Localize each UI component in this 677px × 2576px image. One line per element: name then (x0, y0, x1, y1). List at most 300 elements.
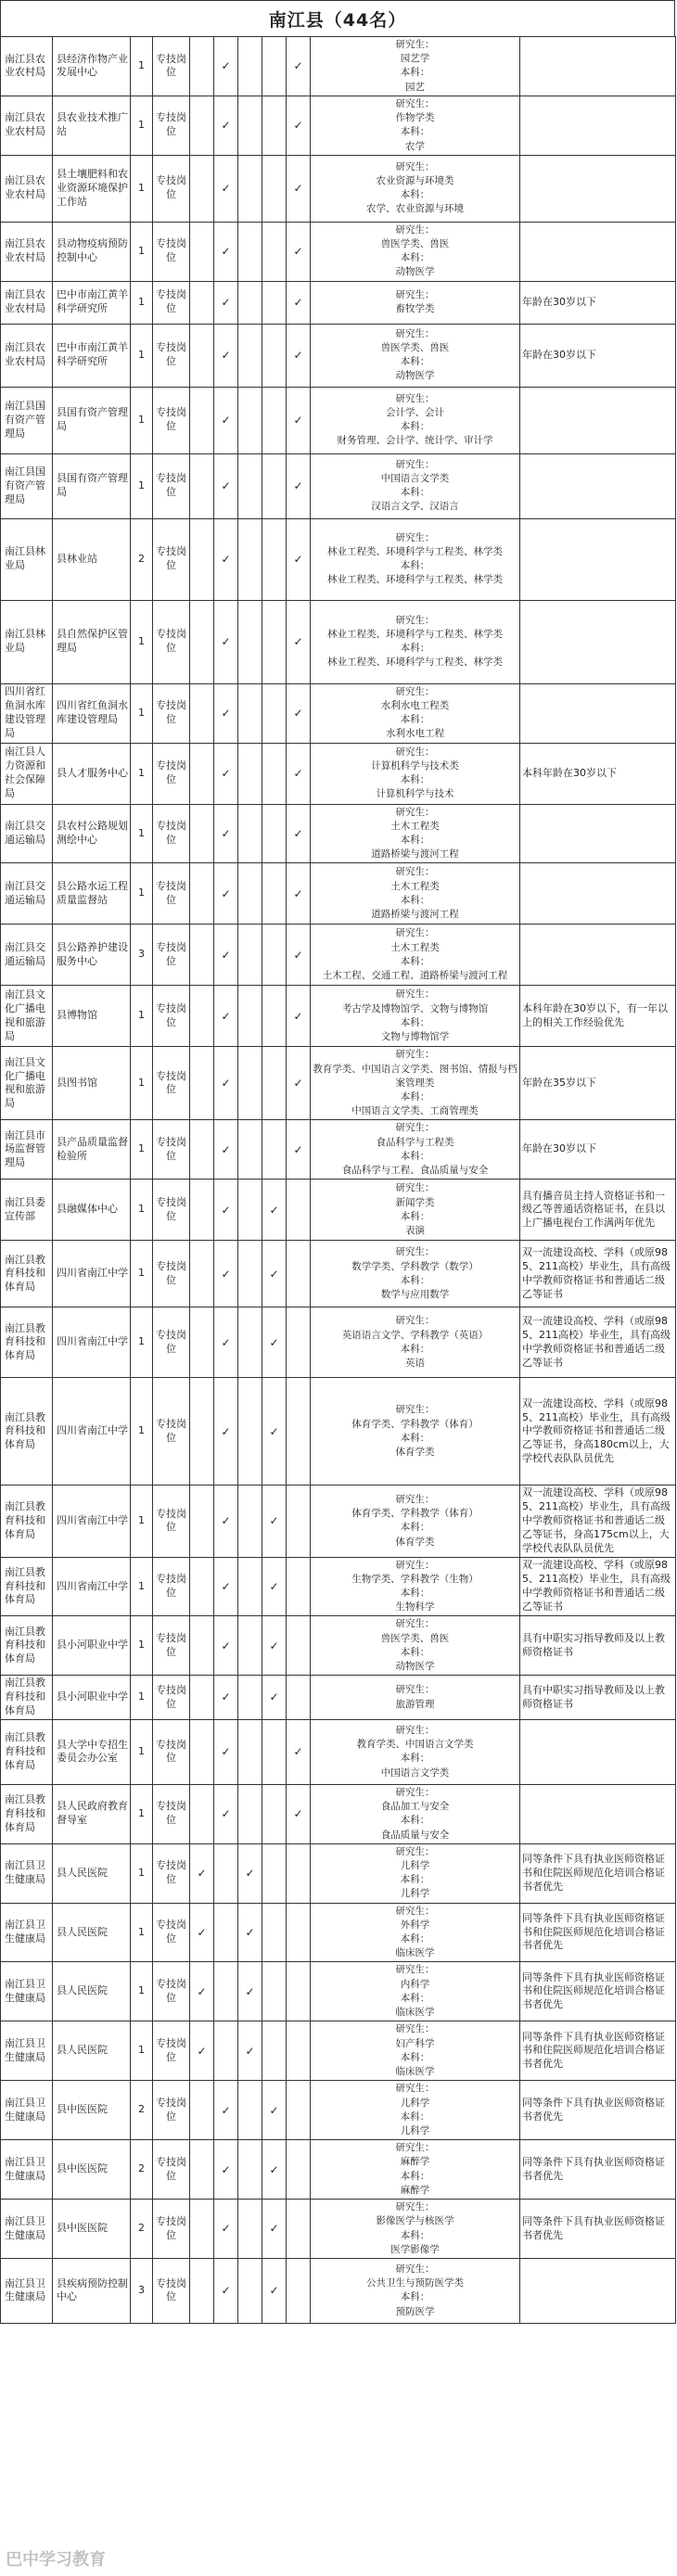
unit-cell: 县人才服务中心 (53, 743, 131, 804)
headcount-cell: 1 (131, 1903, 153, 1962)
unit-cell: 县小河职业中学 (53, 1616, 131, 1676)
check-cell-1 (190, 1241, 214, 1307)
check-cell-3 (238, 925, 262, 986)
check-cell-3 (238, 1616, 262, 1676)
headcount-cell: 1 (131, 1784, 153, 1843)
dept-cell: 南江县教育科技和体育局 (1, 1378, 53, 1486)
check-cell-5 (287, 1903, 311, 1962)
check-cell-4 (262, 155, 287, 222)
check-cell-3 (238, 683, 262, 743)
check-cell-1 (190, 518, 214, 600)
category-cell: 专技岗位 (153, 600, 190, 683)
category-cell: 专技岗位 (153, 1241, 190, 1307)
major-cell: 研究生： 水利水电工程类 本科： 水利水电工程 (311, 683, 520, 743)
check-cell-2: ✓ (214, 2258, 238, 2323)
table-row (1, 1719, 676, 1784)
major-cell: 研究生： 数学学类、学科教学（数学） 本科： 数学与应用数学 (311, 1241, 520, 1307)
headcount-cell: 1 (131, 281, 153, 324)
category-cell: 专技岗位 (153, 743, 190, 804)
remark-cell: 本科年龄在30岁以下，有一年以上的相关工作经验优先 (520, 986, 676, 1047)
check-cell-2: ✓ (214, 37, 238, 96)
headcount-cell: 1 (131, 1180, 153, 1241)
check-cell-2: ✓ (214, 1047, 238, 1120)
headcount-cell: 1 (131, 1241, 153, 1307)
headcount-cell: 1 (131, 1843, 153, 1903)
headcount-cell: 1 (131, 1962, 153, 2021)
table-row (1, 1307, 676, 1378)
check-cell-2: ✓ (214, 1486, 238, 1557)
dept-cell: 南江县教育科技和体育局 (1, 1557, 53, 1616)
category-cell: 专技岗位 (153, 155, 190, 222)
check-cell-5: ✓ (287, 986, 311, 1047)
check-cell-5: ✓ (287, 1047, 311, 1120)
check-cell-5 (287, 2081, 311, 2140)
category-cell: 专技岗位 (153, 925, 190, 986)
remark-cell: 本科年龄在30岁以下 (520, 743, 676, 804)
headcount-cell: 2 (131, 2200, 153, 2259)
major-cell: 研究生： 儿科学 本科： 儿科学 (311, 2081, 520, 2140)
major-cell: 研究生： 体育学类、学科教学（体育） 本科： 体育学类 (311, 1378, 520, 1486)
unit-cell: 县公路水运工程质量监督站 (53, 863, 131, 925)
check-cell-4 (262, 1962, 287, 2021)
table-row (1, 2021, 676, 2081)
check-cell-5 (287, 1557, 311, 1616)
dept-cell: 南江县市场监督管理局 (1, 1120, 53, 1180)
check-cell-4: ✓ (262, 2200, 287, 2259)
check-cell-1 (190, 600, 214, 683)
check-cell-3: ✓ (238, 2021, 262, 2081)
check-cell-5: ✓ (287, 518, 311, 600)
check-cell-5 (287, 1486, 311, 1557)
dept-cell: 南江县农业农村局 (1, 222, 53, 281)
check-cell-5: ✓ (287, 804, 311, 863)
check-cell-4 (262, 281, 287, 324)
table-row (1, 743, 676, 804)
remark-cell: 同等条件下具有执业医师资格证书者优先 (520, 2081, 676, 2140)
check-cell-2 (214, 1843, 238, 1903)
remark-cell: 年龄在35岁以下 (520, 1047, 676, 1120)
check-cell-4: ✓ (262, 2081, 287, 2140)
check-cell-1 (190, 1676, 214, 1720)
table-row (1, 1557, 676, 1616)
check-cell-1 (190, 1784, 214, 1843)
check-cell-2 (214, 1962, 238, 2021)
dept-cell: 南江县林业局 (1, 600, 53, 683)
category-cell: 专技岗位 (153, 1719, 190, 1784)
unit-cell: 县人民医院 (53, 1843, 131, 1903)
unit-cell: 县人民医院 (53, 1903, 131, 1962)
category-cell: 专技岗位 (153, 96, 190, 155)
category-cell: 专技岗位 (153, 453, 190, 518)
headcount-cell: 1 (131, 683, 153, 743)
check-cell-1 (190, 2200, 214, 2259)
unit-cell: 县产品质量监督检验所 (53, 1120, 131, 1180)
remark-cell: 同等条件下具有执业医师资格证书和住院医师规范化培训合格证书者优先 (520, 2021, 676, 2081)
check-cell-1 (190, 683, 214, 743)
check-cell-1 (190, 1557, 214, 1616)
headcount-cell: 1 (131, 1486, 153, 1557)
unit-cell: 县中医医院 (53, 2081, 131, 2140)
headcount-cell: 1 (131, 222, 153, 281)
dept-cell: 南江县文化广播电视和旅游局 (1, 986, 53, 1047)
remark-cell (520, 804, 676, 863)
headcount-cell: 1 (131, 1047, 153, 1120)
table-row (1, 1120, 676, 1180)
check-cell-3 (238, 37, 262, 96)
check-cell-1 (190, 2081, 214, 2140)
remark-cell: 同等条件下具有执业医师资格证书者优先 (520, 2200, 676, 2259)
remark-cell (520, 155, 676, 222)
check-cell-4 (262, 1903, 287, 1962)
headcount-cell: 2 (131, 518, 153, 600)
check-cell-4 (262, 925, 287, 986)
remark-cell (520, 518, 676, 600)
check-cell-5: ✓ (287, 863, 311, 925)
table-row (1, 1903, 676, 1962)
table-row (1, 1180, 676, 1241)
table-row (1, 281, 676, 324)
category-cell: 专技岗位 (153, 518, 190, 600)
check-cell-3 (238, 1378, 262, 1486)
check-cell-5 (287, 1843, 311, 1903)
check-cell-2: ✓ (214, 683, 238, 743)
check-cell-4: ✓ (262, 1180, 287, 1241)
check-cell-5: ✓ (287, 1719, 311, 1784)
category-cell: 专技岗位 (153, 1307, 190, 1378)
check-cell-2: ✓ (214, 155, 238, 222)
dept-cell: 南江县农业农村局 (1, 155, 53, 222)
check-cell-2: ✓ (214, 1180, 238, 1241)
check-cell-3 (238, 155, 262, 222)
dept-cell: 南江县卫生健康局 (1, 2258, 53, 2323)
category-cell: 专技岗位 (153, 863, 190, 925)
unit-cell: 县人民政府教育督导室 (53, 1784, 131, 1843)
unit-cell: 县农业技术推广站 (53, 96, 131, 155)
check-cell-2: ✓ (214, 743, 238, 804)
major-cell: 研究生： 体育学类、学科教学（体育） 本科： 体育学类 (311, 1486, 520, 1557)
check-cell-1 (190, 743, 214, 804)
check-cell-3 (238, 1719, 262, 1784)
unit-cell: 四川省南江中学 (53, 1486, 131, 1557)
category-cell: 专技岗位 (153, 804, 190, 863)
category-cell: 专技岗位 (153, 1378, 190, 1486)
check-cell-3 (238, 1676, 262, 1720)
check-cell-2: ✓ (214, 1616, 238, 1676)
table-row (1, 2258, 676, 2323)
unit-cell: 县疾病预防控制中心 (53, 2258, 131, 2323)
remark-cell: 年龄在30岁以下 (520, 1120, 676, 1180)
remark-cell (520, 96, 676, 155)
remark-cell (520, 600, 676, 683)
check-cell-1: ✓ (190, 1962, 214, 2021)
check-cell-3: ✓ (238, 1843, 262, 1903)
headcount-cell: 1 (131, 1719, 153, 1784)
check-cell-3 (238, 387, 262, 453)
check-cell-2: ✓ (214, 281, 238, 324)
major-cell: 研究生： 外科学 本科： 临床医学 (311, 1903, 520, 1962)
category-cell: 专技岗位 (153, 1486, 190, 1557)
major-cell: 研究生： 中国语言文学类 本科： 汉语言文学、汉语言 (311, 453, 520, 518)
headcount-cell: 2 (131, 2140, 153, 2200)
headcount-cell: 1 (131, 804, 153, 863)
check-cell-1 (190, 1047, 214, 1120)
check-cell-1 (190, 1120, 214, 1180)
category-cell: 专技岗位 (153, 986, 190, 1047)
headcount-cell: 1 (131, 1616, 153, 1676)
check-cell-5 (287, 1616, 311, 1676)
check-cell-2: ✓ (214, 600, 238, 683)
check-cell-5: ✓ (287, 155, 311, 222)
check-cell-3 (238, 222, 262, 281)
category-cell: 专技岗位 (153, 37, 190, 96)
check-cell-4 (262, 1784, 287, 1843)
table-row (1, 1378, 676, 1486)
check-cell-2: ✓ (214, 863, 238, 925)
unit-cell: 县国有资产管理局 (53, 453, 131, 518)
remark-cell: 双一流建设高校、学科（或原985、211高校）毕业生，具有高级中学教师资格证书和普通话二级乙等证书 (520, 1307, 676, 1378)
remark-cell: 同等条件下具有执业医师资格证书者优先 (520, 2140, 676, 2200)
major-cell: 研究生： 兽医学类、兽医 本科： 动物医学 (311, 324, 520, 387)
check-cell-3 (238, 1120, 262, 1180)
headcount-cell: 3 (131, 925, 153, 986)
remark-cell (520, 925, 676, 986)
check-cell-4 (262, 324, 287, 387)
remark-cell (520, 1784, 676, 1843)
check-cell-1 (190, 155, 214, 222)
unit-cell: 巴中市南江黄羊科学研究所 (53, 281, 131, 324)
dept-cell: 南江县农业农村局 (1, 96, 53, 155)
check-cell-3 (238, 1047, 262, 1120)
unit-cell: 县中医医院 (53, 2200, 131, 2259)
check-cell-4 (262, 743, 287, 804)
dept-cell: 南江县农业农村局 (1, 281, 53, 324)
headcount-cell: 3 (131, 2258, 153, 2323)
check-cell-3 (238, 1307, 262, 1378)
remark-cell: 年龄在30岁以下 (520, 324, 676, 387)
check-cell-5: ✓ (287, 387, 311, 453)
table-row (1, 2200, 676, 2259)
check-cell-4 (262, 1047, 287, 1120)
check-cell-3 (238, 804, 262, 863)
check-cell-1 (190, 37, 214, 96)
check-cell-4 (262, 453, 287, 518)
table-body (1, 37, 676, 2324)
table-row (1, 518, 676, 600)
major-cell: 研究生： 作物学类 本科： 农学 (311, 96, 520, 155)
headcount-cell: 1 (131, 863, 153, 925)
remark-cell: 具有中职实习指导教师及以上教师资格证书 (520, 1676, 676, 1720)
dept-cell: 南江县教育科技和体育局 (1, 1784, 53, 1843)
table-row (1, 804, 676, 863)
check-cell-3 (238, 1180, 262, 1241)
recruitment-table (0, 36, 676, 2324)
check-cell-1 (190, 453, 214, 518)
check-cell-3 (238, 2140, 262, 2200)
check-cell-5: ✓ (287, 683, 311, 743)
category-cell: 专技岗位 (153, 387, 190, 453)
check-cell-3 (238, 986, 262, 1047)
check-cell-2: ✓ (214, 453, 238, 518)
major-cell: 研究生： 内科学 本科： 临床医学 (311, 1962, 520, 2021)
major-cell: 研究生： 林业工程类、环境科学与工程类、林学类 本科： 林业工程类、环境科学与工程类、林学类 (311, 600, 520, 683)
unit-cell: 县小河职业中学 (53, 1676, 131, 1720)
unit-cell: 四川省南江中学 (53, 1307, 131, 1378)
check-cell-5: ✓ (287, 37, 311, 96)
check-cell-4: ✓ (262, 1307, 287, 1378)
headcount-cell: 1 (131, 1676, 153, 1720)
check-cell-2: ✓ (214, 1719, 238, 1784)
check-cell-3 (238, 743, 262, 804)
dept-cell: 南江县教育科技和体育局 (1, 1616, 53, 1676)
unit-cell: 县自然保护区管理局 (53, 600, 131, 683)
category-cell: 专技岗位 (153, 324, 190, 387)
check-cell-4 (262, 600, 287, 683)
check-cell-1: ✓ (190, 1903, 214, 1962)
major-cell: 研究生： 土木工程类 本科： 土木工程、交通工程、道路桥梁与渡河工程 (311, 925, 520, 986)
remark-cell (520, 1719, 676, 1784)
check-cell-5 (287, 1962, 311, 2021)
table-row (1, 324, 676, 387)
major-cell: 研究生： 园艺学 本科： 园艺 (311, 37, 520, 96)
check-cell-5 (287, 1180, 311, 1241)
check-cell-4: ✓ (262, 1557, 287, 1616)
check-cell-3 (238, 2258, 262, 2323)
major-cell: 研究生： 农业资源与环境类 本科： 农学、农业资源与环境 (311, 155, 520, 222)
check-cell-3 (238, 1557, 262, 1616)
category-cell: 专技岗位 (153, 1557, 190, 1616)
check-cell-1 (190, 925, 214, 986)
dept-cell: 南江县林业局 (1, 518, 53, 600)
major-cell: 研究生： 教育学类、中国语言文学类 本科： 中国语言文学类 (311, 1719, 520, 1784)
check-cell-4 (262, 518, 287, 600)
table-row (1, 1843, 676, 1903)
check-cell-5 (287, 1307, 311, 1378)
category-cell: 专技岗位 (153, 2140, 190, 2200)
unit-cell: 县大学中专招生委员会办公室 (53, 1719, 131, 1784)
remark-cell: 双一流建设高校、学科（或原985、211高校）毕业生，具有高级中学教师资格证书和普通话二级乙等证书，身高180cm以上，大学校代表队队员优先 (520, 1378, 676, 1486)
dept-cell: 南江县卫生健康局 (1, 2081, 53, 2140)
check-cell-2: ✓ (214, 925, 238, 986)
remark-cell: 具有播音员主持人资格证书和一级乙等普通话资格证书，在县以上广播电视台工作满两年优先 (520, 1180, 676, 1241)
check-cell-1 (190, 1378, 214, 1486)
unit-cell: 县人民医院 (53, 1962, 131, 2021)
table-row (1, 155, 676, 222)
check-cell-5 (287, 2140, 311, 2200)
unit-cell: 县林业站 (53, 518, 131, 600)
check-cell-1: ✓ (190, 1843, 214, 1903)
major-cell: 研究生： 影像医学与核医学 本科： 医学影像学 (311, 2200, 520, 2259)
check-cell-1 (190, 804, 214, 863)
major-cell: 研究生： 教育学类、中国语言文学类、图书馆、情报与档案管理类 本科： 中国语言文学类、工商管理类 (311, 1047, 520, 1120)
check-cell-5: ✓ (287, 453, 311, 518)
check-cell-5: ✓ (287, 1120, 311, 1180)
check-cell-4 (262, 804, 287, 863)
headcount-cell: 1 (131, 1120, 153, 1180)
check-cell-5 (287, 2021, 311, 2081)
major-cell: 研究生： 会计学、会计 本科： 财务管理、会计学、统计学、审计学 (311, 387, 520, 453)
dept-cell: 南江县卫生健康局 (1, 2021, 53, 2081)
dept-cell: 南江县文化广播电视和旅游局 (1, 1047, 53, 1120)
headcount-cell: 1 (131, 743, 153, 804)
check-cell-5 (287, 1676, 311, 1720)
table-row (1, 2140, 676, 2200)
unit-cell: 县公路养护建设服务中心 (53, 925, 131, 986)
check-cell-1 (190, 1307, 214, 1378)
check-cell-4: ✓ (262, 1486, 287, 1557)
category-cell: 专技岗位 (153, 2200, 190, 2259)
check-cell-5 (287, 1378, 311, 1486)
check-cell-4 (262, 986, 287, 1047)
unit-cell: 县图书馆 (53, 1047, 131, 1120)
unit-cell: 县经济作物产业发展中心 (53, 37, 131, 96)
check-cell-1 (190, 2258, 214, 2323)
dept-cell: 南江县农业农村局 (1, 37, 53, 96)
unit-cell: 四川省南江中学 (53, 1241, 131, 1307)
dept-cell: 南江县教育科技和体育局 (1, 1486, 53, 1557)
table-row (1, 863, 676, 925)
table-row (1, 1676, 676, 1720)
category-cell: 专技岗位 (153, 1784, 190, 1843)
major-cell: 研究生： 生物学类、学科教学（生物） 本科： 生物科学 (311, 1557, 520, 1616)
category-cell: 专技岗位 (153, 1047, 190, 1120)
check-cell-1: ✓ (190, 2021, 214, 2081)
headcount-cell: 1 (131, 2021, 153, 2081)
unit-cell: 县农村公路规划测绘中心 (53, 804, 131, 863)
check-cell-2 (214, 2021, 238, 2081)
check-cell-3 (238, 324, 262, 387)
dept-cell: 南江县交通运输局 (1, 804, 53, 863)
remark-cell (520, 37, 676, 96)
table-row (1, 387, 676, 453)
check-cell-2: ✓ (214, 518, 238, 600)
major-cell: 研究生： 兽医学类、兽医 本科： 动物医学 (311, 1616, 520, 1676)
table-row (1, 925, 676, 986)
check-cell-4 (262, 863, 287, 925)
check-cell-5 (287, 2200, 311, 2259)
headcount-cell: 1 (131, 453, 153, 518)
major-cell: 研究生： 旅游管理 (311, 1676, 520, 1720)
check-cell-2: ✓ (214, 2081, 238, 2140)
check-cell-1 (190, 281, 214, 324)
unit-cell: 县国有资产管理局 (53, 387, 131, 453)
remark-cell: 同等条件下具有执业医师资格证书和住院医师规范化培训合格证书者优先 (520, 1962, 676, 2021)
check-cell-1 (190, 222, 214, 281)
check-cell-4 (262, 37, 287, 96)
check-cell-1 (190, 324, 214, 387)
check-cell-5: ✓ (287, 743, 311, 804)
check-cell-2: ✓ (214, 804, 238, 863)
remark-cell: 双一流建设高校、学科（或原985、211高校）毕业生，具有高级中学教师资格证书和普通话二级乙等证书，身高175cm以上，大学校代表队队员优先 (520, 1486, 676, 1557)
check-cell-1 (190, 387, 214, 453)
check-cell-2: ✓ (214, 1120, 238, 1180)
table-row (1, 1616, 676, 1676)
check-cell-5: ✓ (287, 324, 311, 387)
major-cell: 研究生： 公共卫生与预防医学类 本科： 预防医学 (311, 2258, 520, 2323)
unit-cell: 四川省南江中学 (53, 1557, 131, 1616)
category-cell: 专技岗位 (153, 1120, 190, 1180)
category-cell: 专技岗位 (153, 2021, 190, 2081)
check-cell-3 (238, 96, 262, 155)
check-cell-5: ✓ (287, 600, 311, 683)
headcount-cell: 1 (131, 324, 153, 387)
headcount-cell: 2 (131, 2081, 153, 2140)
check-cell-1 (190, 1486, 214, 1557)
table-row (1, 2081, 676, 2140)
check-cell-3 (238, 1784, 262, 1843)
dept-cell: 南江县教育科技和体育局 (1, 1676, 53, 1720)
headcount-cell: 1 (131, 96, 153, 155)
dept-cell: 南江县人力资源和社会保障局 (1, 743, 53, 804)
